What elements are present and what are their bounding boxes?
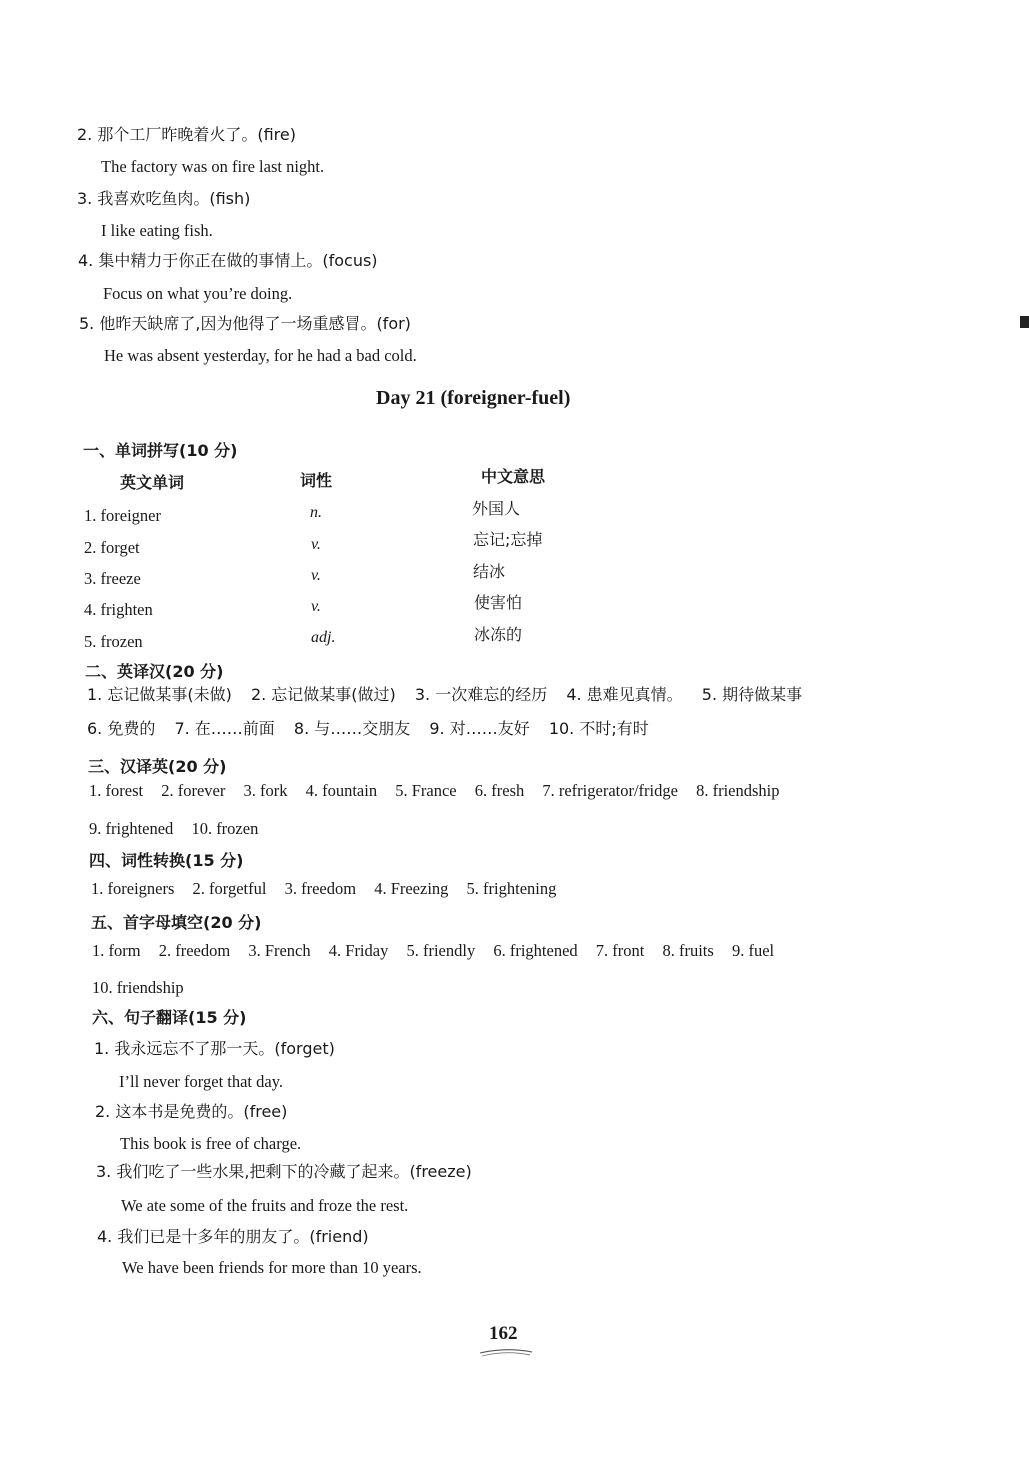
answer-line: [87, 718, 663, 740]
prev-translation-zh: 5. 他昨天缺席了,因为他得了一场重感冒。(for): [79, 314, 411, 333]
answer-item: 8. 与……交朋友: [293, 719, 411, 738]
prev-translation-en: Focus on what you’re doing.: [103, 284, 293, 303]
prev-translation-en: I like eating fish.: [101, 221, 213, 240]
answer-item: 6. 免费的: [87, 719, 156, 738]
prev-translation-zh: 3. 我喜欢吃鱼肉。(fish): [77, 189, 251, 208]
vocab-meaning: 忘记;忘掉: [473, 530, 543, 549]
translation-zh: 2. 这本书是免费的。(free): [95, 1102, 288, 1121]
answer-item: 10. 不时;有时: [548, 719, 649, 738]
vocab-meaning: 结冰: [473, 562, 506, 581]
answer-line: [89, 818, 272, 840]
answer-line: [87, 684, 816, 706]
section-heading: 四、词性转换(15 分): [89, 851, 244, 870]
answer-item: 3. fork: [243, 781, 288, 800]
answer-line: [92, 977, 198, 999]
translation-en: I’ll never forget that day.: [119, 1072, 284, 1091]
answer-item: 9. 对……友好: [429, 719, 530, 738]
prev-translation-zh: 2. 那个工厂昨晚着火了。(fire): [77, 125, 296, 144]
section-heading: 三、汉译英(20 分): [88, 757, 227, 776]
answer-item: 2. forgetful: [192, 879, 267, 898]
answer-item: 4. Freezing: [374, 879, 449, 898]
prev-translation-en: He was absent yesterday, for he had a bad cold.: [104, 346, 417, 365]
translation-zh: 3. 我们吃了一些水果,把剩下的冷藏了起来。(freeze): [96, 1162, 472, 1181]
vocab-word: 5. frozen: [84, 632, 143, 651]
vocab-pos: adj.: [311, 629, 336, 646]
page-number-swash: [478, 1345, 534, 1359]
column-header-pos: 词性: [300, 471, 333, 490]
answer-item: 1. form: [92, 941, 141, 960]
section-heading: 六、句子翻译(15 分): [92, 1008, 247, 1027]
vocab-word: 4. frighten: [84, 600, 153, 619]
answer-item: 8. friendship: [696, 781, 780, 800]
section-heading: 一、单词拼写(10 分): [83, 441, 238, 460]
column-header-word: 英文单词: [120, 473, 185, 492]
vocab-pos: v.: [311, 536, 321, 553]
answer-item: 3. 一次难忘的经历: [414, 685, 548, 704]
vocab-pos: n.: [310, 504, 322, 521]
answer-item: 1. foreigners: [91, 879, 175, 898]
answer-item: 4. Friday: [328, 941, 389, 960]
answer-item: 6. frightened: [493, 941, 578, 960]
answer-item: 5. France: [395, 781, 457, 800]
answer-item: 9. fuel: [731, 941, 775, 960]
answer-item: 7. 在……前面: [174, 719, 275, 738]
answer-item: 1. 忘记做某事(未做): [87, 685, 232, 704]
answer-item: 10. friendship: [92, 978, 184, 997]
answer-item: 5. 期待做某事: [701, 685, 803, 704]
answer-item: 1. forest: [89, 781, 144, 800]
answer-item: 7. refrigerator/fridge: [542, 781, 678, 800]
vocab-word: 3. freeze: [84, 569, 141, 588]
vocab-word: 1. foreigner: [84, 506, 161, 525]
translation-en: This book is free of charge.: [120, 1134, 302, 1153]
day-title: Day 21 (foreigner-fuel): [376, 387, 571, 409]
translation-en: We have been friends for more than 10 years.: [122, 1258, 422, 1277]
vocab-meaning: 冰冻的: [474, 625, 523, 644]
page-number: 162: [489, 1323, 518, 1344]
prev-translation-en: The factory was on fire last night.: [101, 157, 325, 176]
answer-item: 6. fresh: [474, 781, 525, 800]
answer-item: 3. freedom: [284, 879, 357, 898]
answer-item: 4. 患难见真情。: [566, 685, 683, 704]
answer-item: 10. frozen: [191, 819, 259, 838]
answer-item: 7. front: [595, 941, 645, 960]
answer-item: 2. 忘记做某事(做过): [250, 685, 396, 704]
answer-item: 5. frightening: [466, 879, 557, 898]
answer-item: 4. fountain: [305, 781, 378, 800]
section-heading: 二、英译汉(20 分): [85, 662, 224, 681]
answer-line: [89, 780, 793, 802]
vocab-word: 2. forget: [84, 538, 140, 557]
vocab-meaning: 使害怕: [474, 593, 523, 612]
translation-zh: 4. 我们已是十多年的朋友了。(friend): [97, 1227, 369, 1246]
answer-item: 9. frightened: [89, 819, 174, 838]
answer-item: 8. fruits: [662, 941, 714, 960]
column-header-meaning: 中文意思: [481, 467, 546, 486]
vocab-meaning: 外国人: [472, 499, 521, 518]
answer-item: 2. freedom: [158, 941, 231, 960]
vocab-pos: v.: [311, 567, 321, 584]
edge-mark: [1020, 316, 1029, 328]
answer-item: 5. friendly: [406, 941, 476, 960]
answer-line: [92, 940, 788, 962]
vocab-pos: v.: [311, 598, 321, 615]
translation-zh: 1. 我永远忘不了那一天。(forget): [94, 1039, 335, 1058]
answer-item: 3. French: [248, 941, 311, 960]
section-heading: 五、首字母填空(20 分): [91, 913, 262, 932]
answer-line: [91, 878, 570, 900]
prev-translation-zh: 4. 集中精力于你正在做的事情上。(focus): [78, 251, 378, 270]
translation-en: We ate some of the fruits and froze the rest.: [121, 1196, 409, 1215]
answer-item: 2. forever: [161, 781, 226, 800]
